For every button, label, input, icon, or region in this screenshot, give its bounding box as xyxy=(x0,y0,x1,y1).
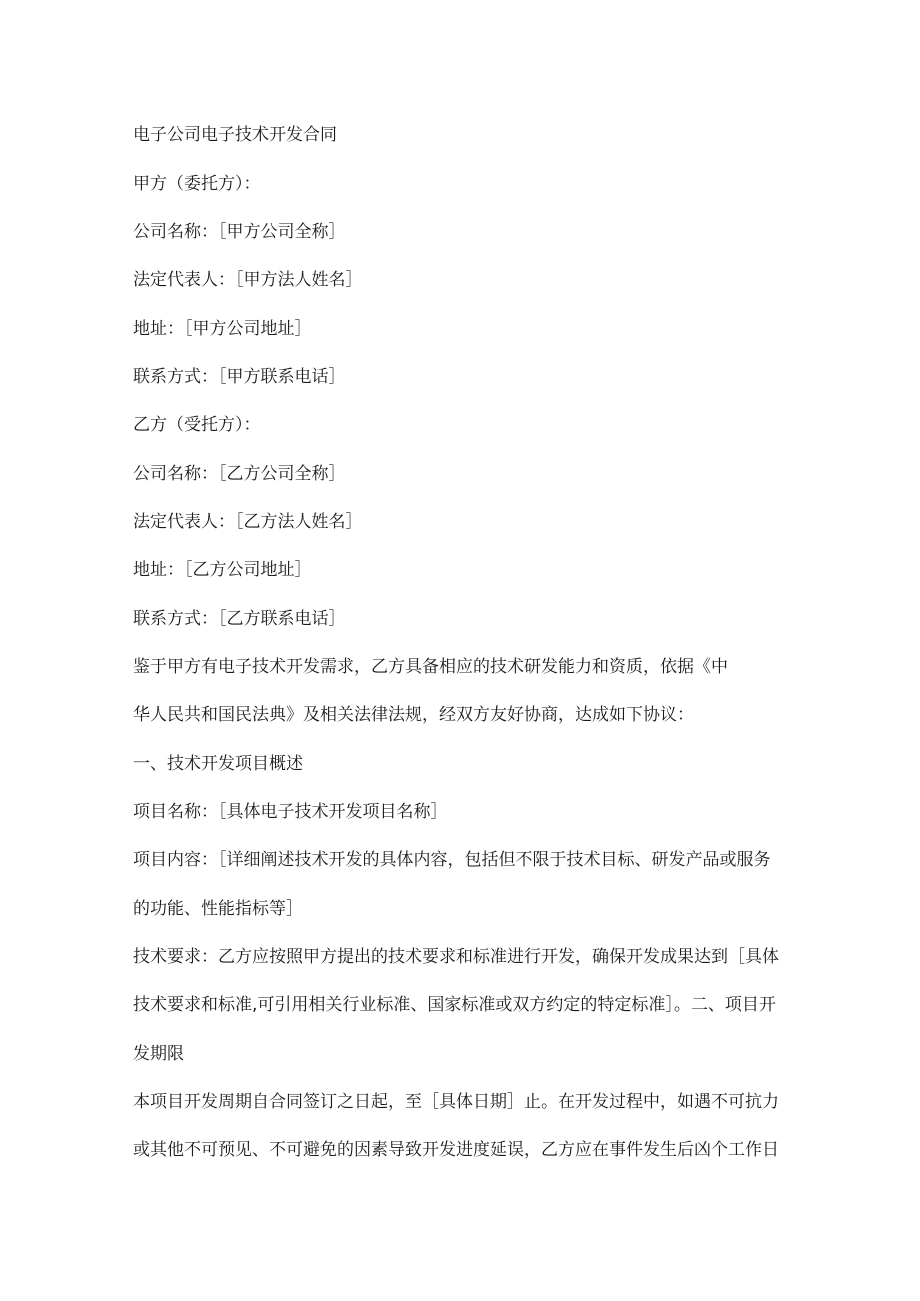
party-a-heading: 甲方（委托方）： xyxy=(133,174,261,194)
section-2-heading-continued: 发期限 xyxy=(133,1044,184,1064)
party-b-address: 地址：［乙方公司地址］ xyxy=(133,560,312,580)
development-period-line-2: 或其他不可预见、不可避免的因素导致开发进度延误，乙方应在事件发生后凶个工作日 xyxy=(133,1140,779,1160)
party-b-legal-representative: 法定代表人：［乙方法人姓名］ xyxy=(133,512,363,532)
party-b-heading: 乙方（受托方）： xyxy=(133,415,261,435)
technical-requirements-line-2: 技术要求和标准,可引用相关行业标准、国家标准或双方约定的特定标准］。二、项目开 xyxy=(133,995,776,1015)
party-a-legal-representative: 法定代表人：［甲方法人姓名］ xyxy=(133,270,363,290)
technical-requirements-line-1: 技术要求：乙方应按照甲方提出的技术要求和标准进行开发，确保开发成果达到［具体 xyxy=(133,947,779,967)
party-a-contact: 联系方式：［甲方联系电话］ xyxy=(133,367,346,387)
project-name: 项目名称：［具体电子技术开发项目名称］ xyxy=(133,802,448,822)
party-b-company-name: 公司名称：［乙方公司全称］ xyxy=(133,464,346,484)
contract-title: 电子公司电子技术开发合同 xyxy=(133,125,337,145)
preamble-line-1: 鉴于甲方有电子技术开发需求，乙方具备相应的技术研发能力和资质，依据《中 xyxy=(133,657,728,677)
section-1-heading: 一、技术开发项目概述 xyxy=(133,754,303,774)
project-content-line-1: 项目内容：［详细阐述技术开发的具体内容，包括但不限于技术目标、研发产品或服务 xyxy=(133,850,771,870)
development-period-line-1: 本项目开发周期自合同签订之日起，至［具体日期］止。在开发过程中，如遇不可抗力 xyxy=(133,1092,779,1112)
project-content-line-2: 的功能、性能指标等］ xyxy=(133,899,303,919)
party-a-company-name: 公司名称：［甲方公司全称］ xyxy=(133,222,346,242)
party-a-address: 地址：［甲方公司地址］ xyxy=(133,319,312,339)
preamble-line-2: 华人民共和国民法典》及相关法律法规，经双方友好协商，达成如下协议： xyxy=(133,705,694,725)
party-b-contact: 联系方式：［乙方联系电话］ xyxy=(133,609,346,629)
